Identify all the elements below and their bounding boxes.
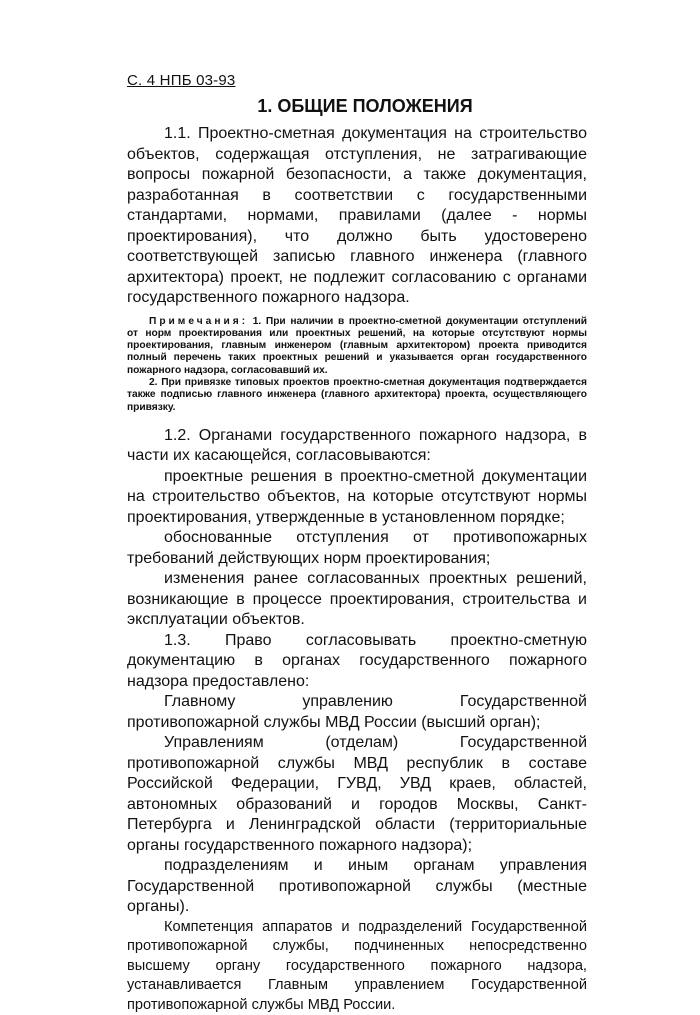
note-1-text: 1. При наличии в проектно-сметной документации отступлений от норм проектирования или проектных решений, на которые отсутствуют нормы проектирования, главным инженером (главным архитектором) проекта приводится полный перечень таких проектных решений и указывается орган государственного пожарного надзора, согласовавший их. [127,315,587,376]
note-1 [127,316,587,377]
paragraph-1-2-item-c: изменения ранее согласованных проектных решений, возникающие в процессе проектирования, строительства и эксплуатации объектов. [127,570,587,629]
section-title: 1. ОБЩИЕ ПОЛОЖЕНИЯ [257,96,473,116]
paragraph-1-2: 1.2. Органами государственного пожарного надзора, в части их касающейся, согласовываются: [127,426,587,465]
paragraph-1-2-item-b: обоснованные отступления от противопожарных требований действующих норм проектирования; [127,529,587,567]
note-2: 2. При привязке типовых проектов проектно-сметная документация подтверждается также подписью главного инженера (главного архитектора) проекта, осуществляющего привязку. [127,376,587,413]
paragraph-1-3-competence: Компетенция аппаратов и подразделений Государственной противопожарной службы, подчиненных непосредственно высшему органу государственного пожарного надзора, устанавливается Главным управлением Государственной противопожарной службы МВД России. [127,918,587,1013]
paragraph-1-3-item-a: Главному управлению Государственной противопожарной службы МВД России (высший орган); [127,693,587,731]
paragraph-1-2-item-a: проектные решения в проектно-сметной документации на строительство объектов, на которые отсутствуют нормы проектирования, утвержденные в установленном порядке; [127,467,587,526]
document-body [127,124,587,1015]
paragraph-1-1: 1.1. Проектно-сметная документация на строительство объектов, содержащая отступления, не затрагивающие вопросы пожарной безопасности, а также документация, разработанная в соответствии с государственными стандартами, нормами, правилами (далее - нормы проектирования), что должно быть удостоверено соответствующей записью главного инженера (главного архитектора) проект, не подлежит согласованию с органами государственного пожарного надзора. [127,125,587,306]
page-header: С. 4 НПБ 03-93 [127,72,236,89]
note-label: Примечания: [149,315,249,327]
paragraph-1-3-item-b: Управлениям (отделам) Государственной противопожарной службы МВД республик в составе Российской Федерации, ГУВД, УВД краев, областей, автономных образований и городов Москвы, Санкт-Петербурга и Ленинградской области (территориальные органы государственного пожарного надзора); [127,734,587,854]
paragraph-1-3: 1.3. Право согласовывать проектно-сметную документацию в органах государственного пожарного надзора предоставлено: [127,631,587,690]
paragraph-1-3-item-c: подразделениям и иным органам управления Государственной противопожарной службы (местные органы). [127,857,587,916]
